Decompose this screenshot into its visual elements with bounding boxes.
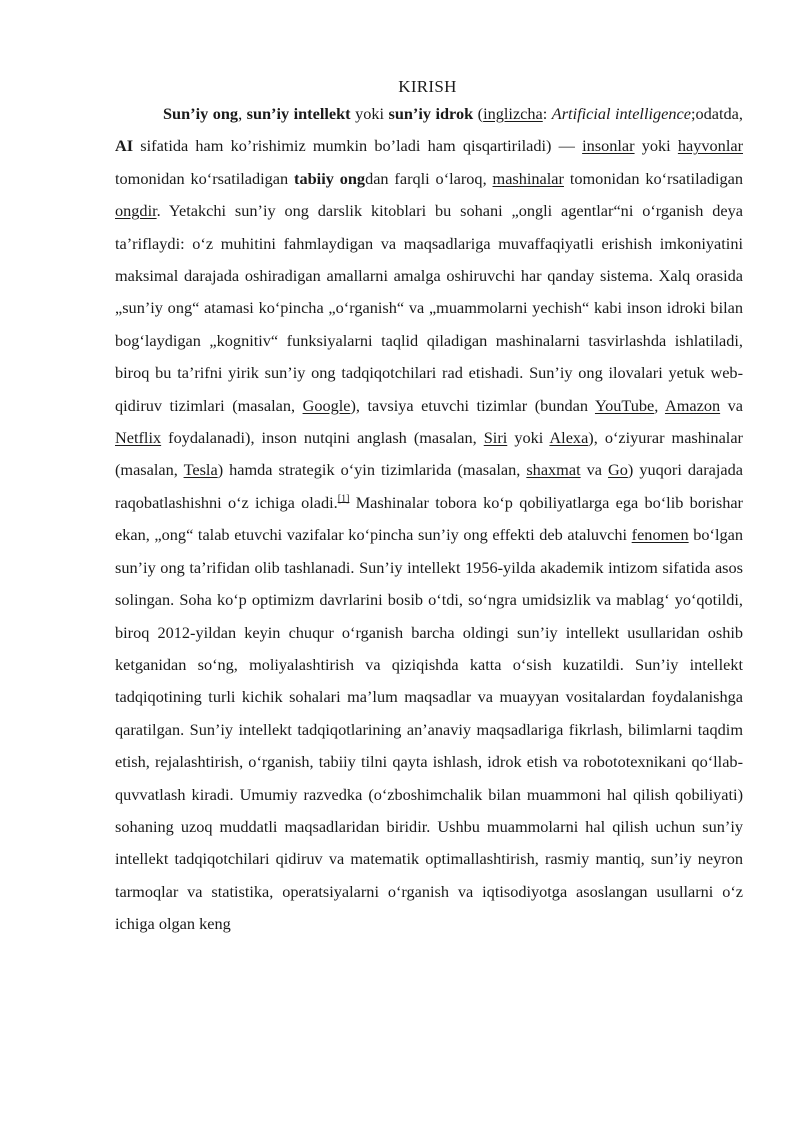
term-tabiiy-ong: tabiiy ong (294, 168, 366, 188)
text-run: ( (477, 104, 484, 123)
text-run: , (238, 104, 243, 123)
link-fenomen[interactable]: fenomen (631, 525, 689, 545)
link-amazon[interactable]: Amazon (664, 395, 721, 415)
text-run: va (586, 460, 602, 480)
link-mashinalar[interactable]: mashinalar (492, 168, 564, 188)
text-run: . Yetakchi sun’iy ong darslik kitoblari bu sohani „ongli agentlar“ni o‘rganish deya ta’riflaydi: o‘z muhitini fahmlaydigan va maqsadlariga muvaffaqiyatli erishish imkoniyatini maksimal darajada oshiradigan amallarni amalga oshiruvchi har qanday sistema. Xalq orasida „sun’iy ong“ atamasi ko‘pincha „o‘rganish“ va „muammolarni yechish“ kabi inson idroki bilan bog‘laydigan „kognitiv“ funksiyalarni taqlid qiladigan mashinalarni tasvirlashda ishlatiladi, biroq bu ta’rifni yirik sun’iy ong tadqiqotchilari rad etishadi. Sun’iy ong ilovalari yetuk web-qidiruv tizimlari (masalan, (115, 201, 743, 415)
link-ongdir[interactable]: ongdir (115, 201, 157, 221)
link-siri[interactable]: Siri (483, 428, 508, 448)
link-shaxmat[interactable]: shaxmat (526, 460, 581, 480)
link-hayvonlar[interactable]: hayvonlar (677, 136, 743, 156)
text-run: : (542, 104, 548, 123)
text-run: sifatida ham ko’rishimiz mumkin bo’ladi ham qisqartiriladi) — (140, 136, 575, 156)
text-run: va (727, 395, 744, 415)
link-go[interactable]: Go (608, 460, 628, 480)
link-google[interactable]: Google (302, 395, 351, 415)
text-run: tomonidan ko‘rsatiladigan (115, 168, 289, 188)
text-run: yoki (641, 136, 671, 156)
text-run: bo‘lgan sun’iy ong ta’rifidan olib tashlanadi. Sun’iy intellekt 1956-yilda akademik intizom sifatida asos solingan. Soha ko‘p optimizm davrlarini bosib o‘tdi, so‘ngra umidsizlik va mablag‘ yo‘qotildi, biroq 2012-yildan keyin chuqur o‘rganish barcha oldingi sun’iy intellekt usullaridan oshib ketganidan so‘ng, moliyalashtirish va qiziqishda katta o‘sish kuzatildi. Sun’iy intellekt tadqiqotining turli kichik sohalari ma’lum maqsadlar va muayyan vositalardan foydalanishga qaratilgan. Sun’iy intellekt tadqiqotlarining an’anaviy maqsadlariga fikrlash, bilimlarni taqdim etish, rejalashtirish, o‘rganish, tabiiy tilni qayta ishlash, idrok etish va robototexnikani qo‘llab-quvvatlash kiradi. Umumiy razvedka (o‘zboshimchalik bilan muammoni hal qilish qobiliyati) sohaning uzoq muddatli maqsadlaridan biridir. Ushbu muammolarni hal qilish uchun sun’iy intellekt tadqiqotchilari qidiruv va matematik optimallashtirish, rasmiy mantiq, sun’iy neyron tarmoqlar va statistika, operatsiyalarni o‘rganish va iqtisodiyotga asoslangan usullarni o‘z ichiga olgan keng (115, 525, 743, 934)
text-run: , (654, 395, 659, 415)
text-run: Mashinalar tobora ko‘p qobiliyatlarga ega bo‘lib borishar ekan, „ong“ talab etuvchi vazifalar ko‘pincha sun’iy ong effekti deb ataluvchi (115, 492, 743, 545)
footnote-ref-1[interactable]: [1] (337, 493, 350, 505)
link-youtube[interactable]: YouTube (594, 395, 655, 415)
term-artificial-intelligence: Artificial intelligence (551, 104, 691, 123)
link-netflix[interactable]: Netflix (115, 428, 162, 448)
text-run: ), o‘ziyurar mashinalar (masalan, (115, 428, 743, 480)
page-heading: KIRISH (398, 77, 457, 96)
link-insonlar[interactable]: insonlar (582, 136, 635, 156)
term-suniy-idrok: sun’iy idrok (388, 104, 474, 123)
text-run: ;odatda, (690, 104, 743, 123)
text-run: yoki (514, 428, 544, 448)
text-run: yoki (355, 104, 385, 123)
text-run: ) hamda strategik o‘yin tizimlarida (masalan, (217, 460, 521, 480)
term-suniy-ong: Sun’iy ong (163, 104, 239, 123)
link-tesla[interactable]: Tesla (183, 460, 218, 480)
link-inglizcha[interactable]: inglizcha (483, 104, 543, 123)
text-run: foydalanadi), inson nutqini anglash (masalan, (168, 428, 477, 448)
text-run: ) yuqori darajada raqobatlashishni o‘z ichiga oladi. (115, 460, 743, 512)
link-alexa[interactable]: Alexa (549, 428, 589, 448)
term-ai: AI (115, 136, 134, 156)
intro-paragraph (115, 98, 743, 941)
term-suniy-intellekt: sun’iy intellekt (246, 104, 351, 123)
text-run: ), tavsiya etuvchi tizimlar (bundan (350, 395, 589, 415)
text-run: tomonidan ko‘rsatiladigan (569, 168, 744, 188)
text-run: dan farqli o‘laroq, (365, 168, 487, 188)
